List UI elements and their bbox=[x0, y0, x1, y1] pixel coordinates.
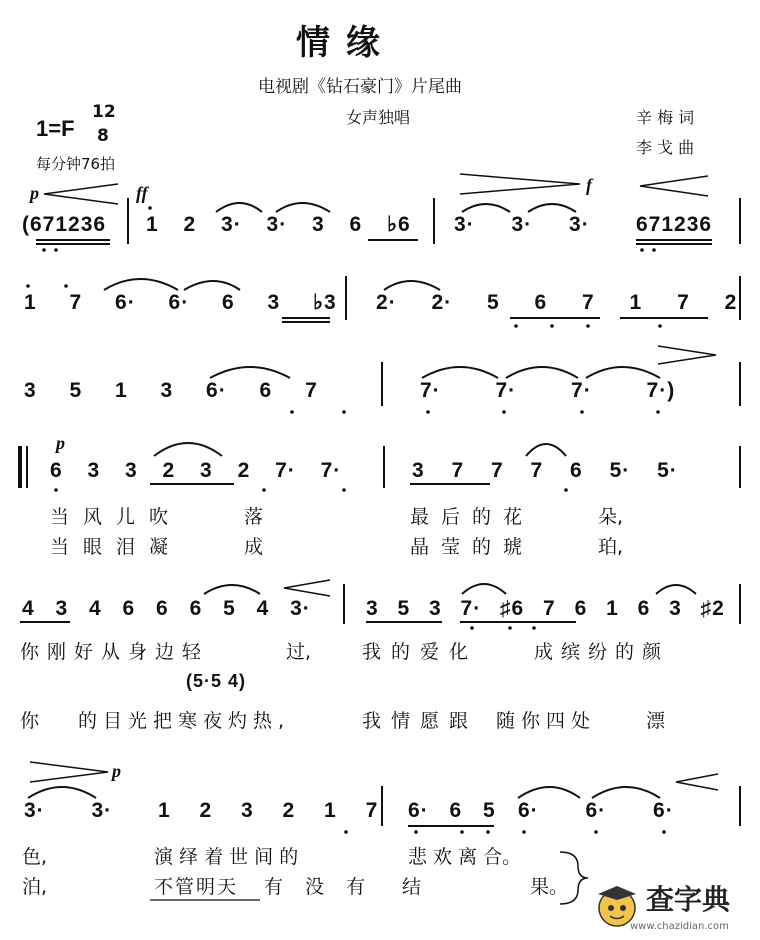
row1-measure3-run: 671236 bbox=[636, 213, 713, 236]
octave-dot bbox=[658, 324, 662, 328]
tie bbox=[462, 204, 510, 212]
tie bbox=[506, 367, 578, 378]
octave-dot bbox=[532, 626, 536, 630]
row5-alternate-notes: (5·5 4) bbox=[186, 671, 247, 691]
row6-verse2-lyric-b: 不管明天 bbox=[154, 876, 239, 898]
tie bbox=[104, 279, 178, 290]
row3-measure1-notes: 3 5 1 3 6· 6 7 bbox=[24, 379, 318, 402]
octave-dot bbox=[26, 284, 30, 288]
octave-dot bbox=[656, 410, 660, 414]
watermark-brand: 查字典 bbox=[646, 883, 731, 916]
crescendo-hairpin bbox=[640, 176, 708, 196]
tie bbox=[216, 203, 262, 212]
decrescendo-hairpin bbox=[460, 174, 580, 194]
octave-dot bbox=[262, 488, 266, 492]
time-signature-bottom: 8 bbox=[97, 126, 109, 146]
brace bbox=[560, 852, 588, 904]
row5-verse2-lyric-b: 的目光把寒夜灼热, bbox=[78, 710, 291, 732]
row6-verse2-lyric-c: 有 没 有 bbox=[264, 876, 374, 898]
octave-dot bbox=[662, 830, 666, 834]
row6-measure2-notes-b: 6· 6· 6· bbox=[518, 799, 674, 822]
tie bbox=[28, 787, 96, 798]
tie bbox=[528, 204, 576, 212]
dynamic-p-verse: p bbox=[56, 433, 65, 453]
row6-verse1-lyric-c: 悲 欢 离 合。 bbox=[408, 846, 522, 868]
row4-measure1-notes: 6 3 3 2 3 2 7· 7· bbox=[50, 459, 342, 482]
octave-dot bbox=[550, 324, 554, 328]
octave-dot bbox=[470, 626, 474, 630]
row4-verse1-lyric-d: 朵, bbox=[598, 506, 624, 528]
octave-dot bbox=[652, 248, 656, 252]
row4-measure2-notes: 3 7 7 7 6 5· 5· bbox=[412, 459, 678, 482]
row4-verse2-lyric-d: 珀, bbox=[598, 536, 624, 558]
octave-dot bbox=[586, 324, 590, 328]
octave-dot bbox=[580, 410, 584, 414]
tie bbox=[462, 584, 506, 594]
octave-dot bbox=[290, 410, 294, 414]
tempo-marking: 每分钟76拍 bbox=[36, 155, 116, 173]
row1-measure1-notes: (671236 bbox=[22, 213, 107, 236]
row4-verse2-lyric-a: 当眼泪凝 bbox=[50, 536, 183, 558]
octave-dot bbox=[148, 206, 152, 210]
octave-dot bbox=[486, 830, 490, 834]
crescendo-hairpin bbox=[676, 774, 718, 790]
row4-verse2-lyric-b: 成 bbox=[244, 536, 264, 558]
octave-dot bbox=[640, 248, 644, 252]
row4-verse2-lyric-c: 晶莹的琥 bbox=[410, 536, 535, 558]
row5-verse2-lyric-e: 漂 bbox=[646, 710, 666, 732]
performance-type: 女声独唱 bbox=[346, 108, 411, 127]
octave-dot bbox=[64, 284, 68, 288]
octave-dot bbox=[342, 410, 346, 414]
row5-measure2-notes: 3 5 3 7· ♯6 7 6 1 6 3 ♯2 bbox=[366, 597, 725, 620]
octave-dot bbox=[54, 488, 58, 492]
octave-dot bbox=[414, 830, 418, 834]
song-subtitle: 电视剧《钻石豪门》片尾曲 bbox=[258, 77, 462, 97]
tie bbox=[586, 367, 660, 378]
row4-verse1-lyric-b: 落 bbox=[244, 506, 264, 528]
row6-verse2-lyric-e: 果。 bbox=[530, 876, 569, 898]
tie bbox=[422, 367, 498, 378]
tie bbox=[184, 281, 240, 290]
row5-verse1-lyric-d: 成缤纷的颜 bbox=[534, 641, 670, 663]
dynamic-p-row6: p bbox=[112, 761, 121, 781]
row3-measure2-notes: 7· 7· 7· 7·) bbox=[420, 379, 676, 402]
row2-measure1-notes: 1 7 6· 6· 6 3 ♭3 bbox=[24, 291, 337, 314]
tie bbox=[518, 787, 580, 798]
row5-verse1-lyric-b: 过, bbox=[286, 641, 312, 663]
tie bbox=[592, 787, 660, 798]
octave-dot bbox=[522, 830, 526, 834]
row6-verse1-lyric-a: 色, bbox=[22, 846, 48, 868]
row6-verse2-lyric-a: 泊, bbox=[22, 876, 48, 898]
decrescendo-hairpin bbox=[30, 762, 108, 782]
tie bbox=[276, 203, 330, 212]
octave-dot bbox=[594, 830, 598, 834]
crescendo-hairpin bbox=[44, 184, 118, 204]
dynamic-ff: ff bbox=[136, 183, 148, 203]
tie bbox=[656, 585, 696, 594]
row4-verse1-lyric-c: 最后的花 bbox=[410, 506, 535, 528]
row6-verse1-lyric-b: 演 绎 着 世 间 的 bbox=[154, 846, 299, 868]
row2-measure2-notes: 2· 2· 5 6 7 1 7 2 bbox=[376, 291, 738, 314]
row1-measure2-notes: 1 2 3· 3· 3 6 ♭6 bbox=[146, 213, 411, 236]
composer-credit: 李 戈 曲 bbox=[636, 138, 695, 157]
octave-dot bbox=[344, 830, 348, 834]
row5-verse1-lyric-c: 我的爱化 bbox=[362, 641, 479, 663]
crescendo-hairpin bbox=[284, 580, 330, 596]
row1-measure3-notes: 3· 3· 3· bbox=[454, 213, 590, 236]
octave-dot bbox=[426, 410, 430, 414]
lyricist-credit: 辛 梅 词 bbox=[636, 108, 695, 127]
watermark-logo bbox=[592, 880, 752, 932]
octave-dot bbox=[502, 410, 506, 414]
row5-verse2-lyric-c: 我情愿跟 bbox=[362, 710, 479, 732]
octave-dot bbox=[460, 830, 464, 834]
dynamic-p-intro: p bbox=[30, 183, 39, 203]
tie bbox=[204, 585, 260, 594]
row6-measure1-notes: 1 2 3 2 1 7 bbox=[158, 799, 379, 822]
row4-verse1-lyric-a: 当风儿吹 bbox=[50, 506, 183, 528]
row6-measure1-tied-notes: 3· 3· bbox=[24, 799, 113, 822]
time-signature-top: 12 bbox=[92, 102, 116, 122]
row5-verse2-lyric-d: 随你四处 bbox=[496, 710, 597, 732]
octave-dot bbox=[514, 324, 518, 328]
watermark-url: www.chazidian.com bbox=[630, 921, 729, 932]
tie bbox=[210, 367, 290, 378]
song-title: 情 缘 bbox=[296, 23, 382, 63]
row5-verse2-lyric-a: 你 bbox=[20, 710, 40, 732]
octave-dot bbox=[508, 626, 512, 630]
row6-verse2-lyric-d: 结 bbox=[402, 876, 422, 898]
row6-measure2-notes-a: 6· 6 5 bbox=[408, 799, 496, 822]
dynamic-f: f bbox=[586, 175, 592, 195]
tie bbox=[384, 281, 440, 290]
octave-dot bbox=[342, 488, 346, 492]
tie bbox=[526, 444, 566, 456]
octave-dot bbox=[564, 488, 568, 492]
octave-dot bbox=[54, 248, 58, 252]
tie bbox=[154, 443, 222, 456]
decrescendo-hairpin bbox=[658, 346, 716, 364]
row5-measure1-notes: 4 3 4 6 6 6 5 4 3· bbox=[22, 597, 311, 620]
octave-dot bbox=[42, 248, 46, 252]
key-signature: 1=F bbox=[36, 116, 75, 141]
row5-verse1-lyric-a: 你刚好从身边轻 bbox=[20, 641, 210, 663]
